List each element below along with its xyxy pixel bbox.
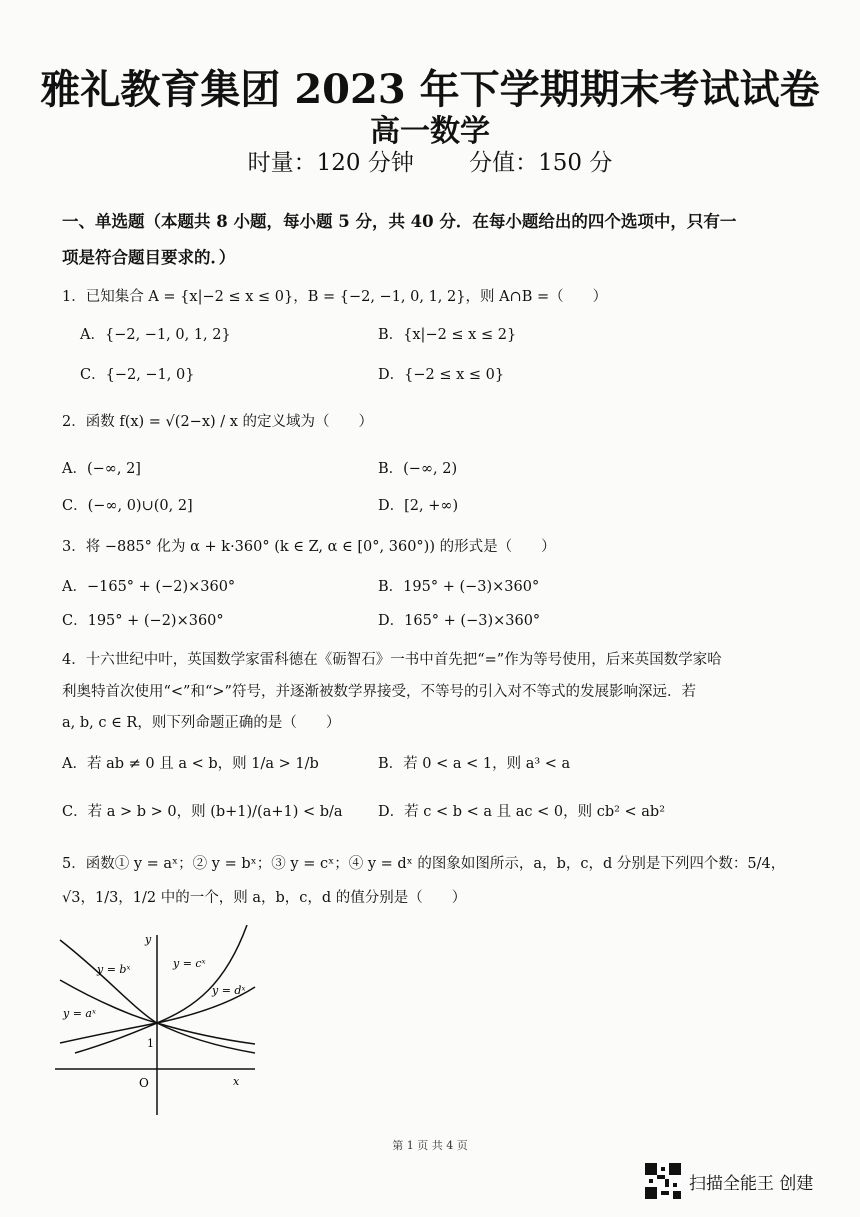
question-3-option-d: D．165° + (−3)×360° xyxy=(378,613,541,629)
question-4-stem-line2: 利奥特首次使用“<”和“>”符号，并逐渐被数学界接受，不等号的引入对不等式的发展影响深远．若 xyxy=(62,684,696,700)
scanner-text: 扫描全能王 创建 xyxy=(689,1173,814,1194)
exponential-graph xyxy=(55,925,265,1120)
question-4-stem-line1: 4．十六世纪中叶，英国数学家雷科德在《砺智石》一书中首先把“=”作为等号使用，后来英国数学家哈 xyxy=(62,652,722,668)
question-1-option-b: B．{x|−2 ≤ x ≤ 2} xyxy=(378,327,517,343)
question-2-option-d: D．[2, +∞) xyxy=(378,498,459,514)
question-4-option-c: C．若 a > b > 0，则 (b+1)/(a+1) < b/a xyxy=(62,804,343,820)
page-footer: 第 1 页 共 4 页 xyxy=(392,1139,468,1152)
origin-label: O xyxy=(139,1076,149,1090)
question-3-option-a: A．−165° + (−2)×360° xyxy=(62,579,236,595)
question-4-option-d: D．若 c < b < a 且 ac < 0，则 cb² < ab² xyxy=(378,804,666,820)
section-heading-line1: 一、单选题（本题共 8 小题，每小题 5 分，共 40 分．在每小题给出的四个选项中，只有一 xyxy=(62,212,737,231)
x-axis-label: x xyxy=(233,1075,240,1088)
exam-time-info xyxy=(0,144,860,177)
question-3-stem: 3．将 −885° 化为 α + k·360° (k ∈ Z, α ∈ [0°, 360°)) 的形式是（ ） xyxy=(62,539,556,555)
exam-subject: 高一数学 xyxy=(370,114,490,149)
question-1-stem: 1．已知集合 A = {x|−2 ≤ x ≤ 0}，B = {−2, −1, 0, 1, 2}，则 A∩B =（ ） xyxy=(62,289,608,305)
curve-a-label: y = aˣ xyxy=(63,1007,96,1020)
question-2-option-a: A．(−∞, 2] xyxy=(62,461,141,477)
y-axis-label: y xyxy=(145,933,152,946)
scanner-watermark xyxy=(645,1163,813,1199)
curve-b-label: y = bˣ xyxy=(97,963,131,976)
question-5-stem-line2: √3，1/3，1/2 中的一个，则 a，b，c，d 的值分别是（ ） xyxy=(62,890,467,906)
qr-code-icon xyxy=(645,1163,681,1199)
curve-d-label: y = dˣ xyxy=(212,984,246,997)
question-1-option-a: A．{−2, −1, 0, 1, 2} xyxy=(80,327,231,343)
question-1-option-d: D．{−2 ≤ x ≤ 0} xyxy=(378,367,505,383)
question-2-option-c: C．(−∞, 0)∪(0, 2] xyxy=(62,498,193,514)
section-heading-line2: 项是符合题目要求的．） xyxy=(62,248,236,267)
exam-title: 雅礼教育集团 2023 年下学期期末考试试卷 xyxy=(40,66,820,113)
question-4-stem-line3: a, b, c ∈ R，则下列命题正确的是（ ） xyxy=(62,715,341,731)
exam-total-score: 分值：150 分 xyxy=(469,150,613,176)
question-4-option-b: B．若 0 < a < 1，则 a³ < a xyxy=(378,756,571,772)
question-3-option-c: C．195° + (−2)×360° xyxy=(62,613,224,629)
question-2-stem: 2．函数 f(x) = √(2−x) / x 的定义域为（ ） xyxy=(62,414,374,430)
question-1-option-c: C．{−2, −1, 0} xyxy=(80,367,195,383)
question-2-option-b: B．(−∞, 2) xyxy=(378,461,458,477)
exam-duration: 时量：120 分钟 xyxy=(247,150,414,176)
curve-c-label: y = cˣ xyxy=(173,957,206,970)
question-3-option-b: B．195° + (−3)×360° xyxy=(378,579,540,595)
question-4-option-a: A．若 ab ≠ 0 且 a < b，则 1/a > 1/b xyxy=(62,756,319,772)
question-5-stem-line1: 5．函数① y = aˣ；② y = bˣ；③ y = cˣ；④ y = dˣ 的图象如图所示，a，b，c，d 分别是下列四个数：5/4， xyxy=(62,856,786,872)
one-label: 1 xyxy=(147,1037,154,1050)
